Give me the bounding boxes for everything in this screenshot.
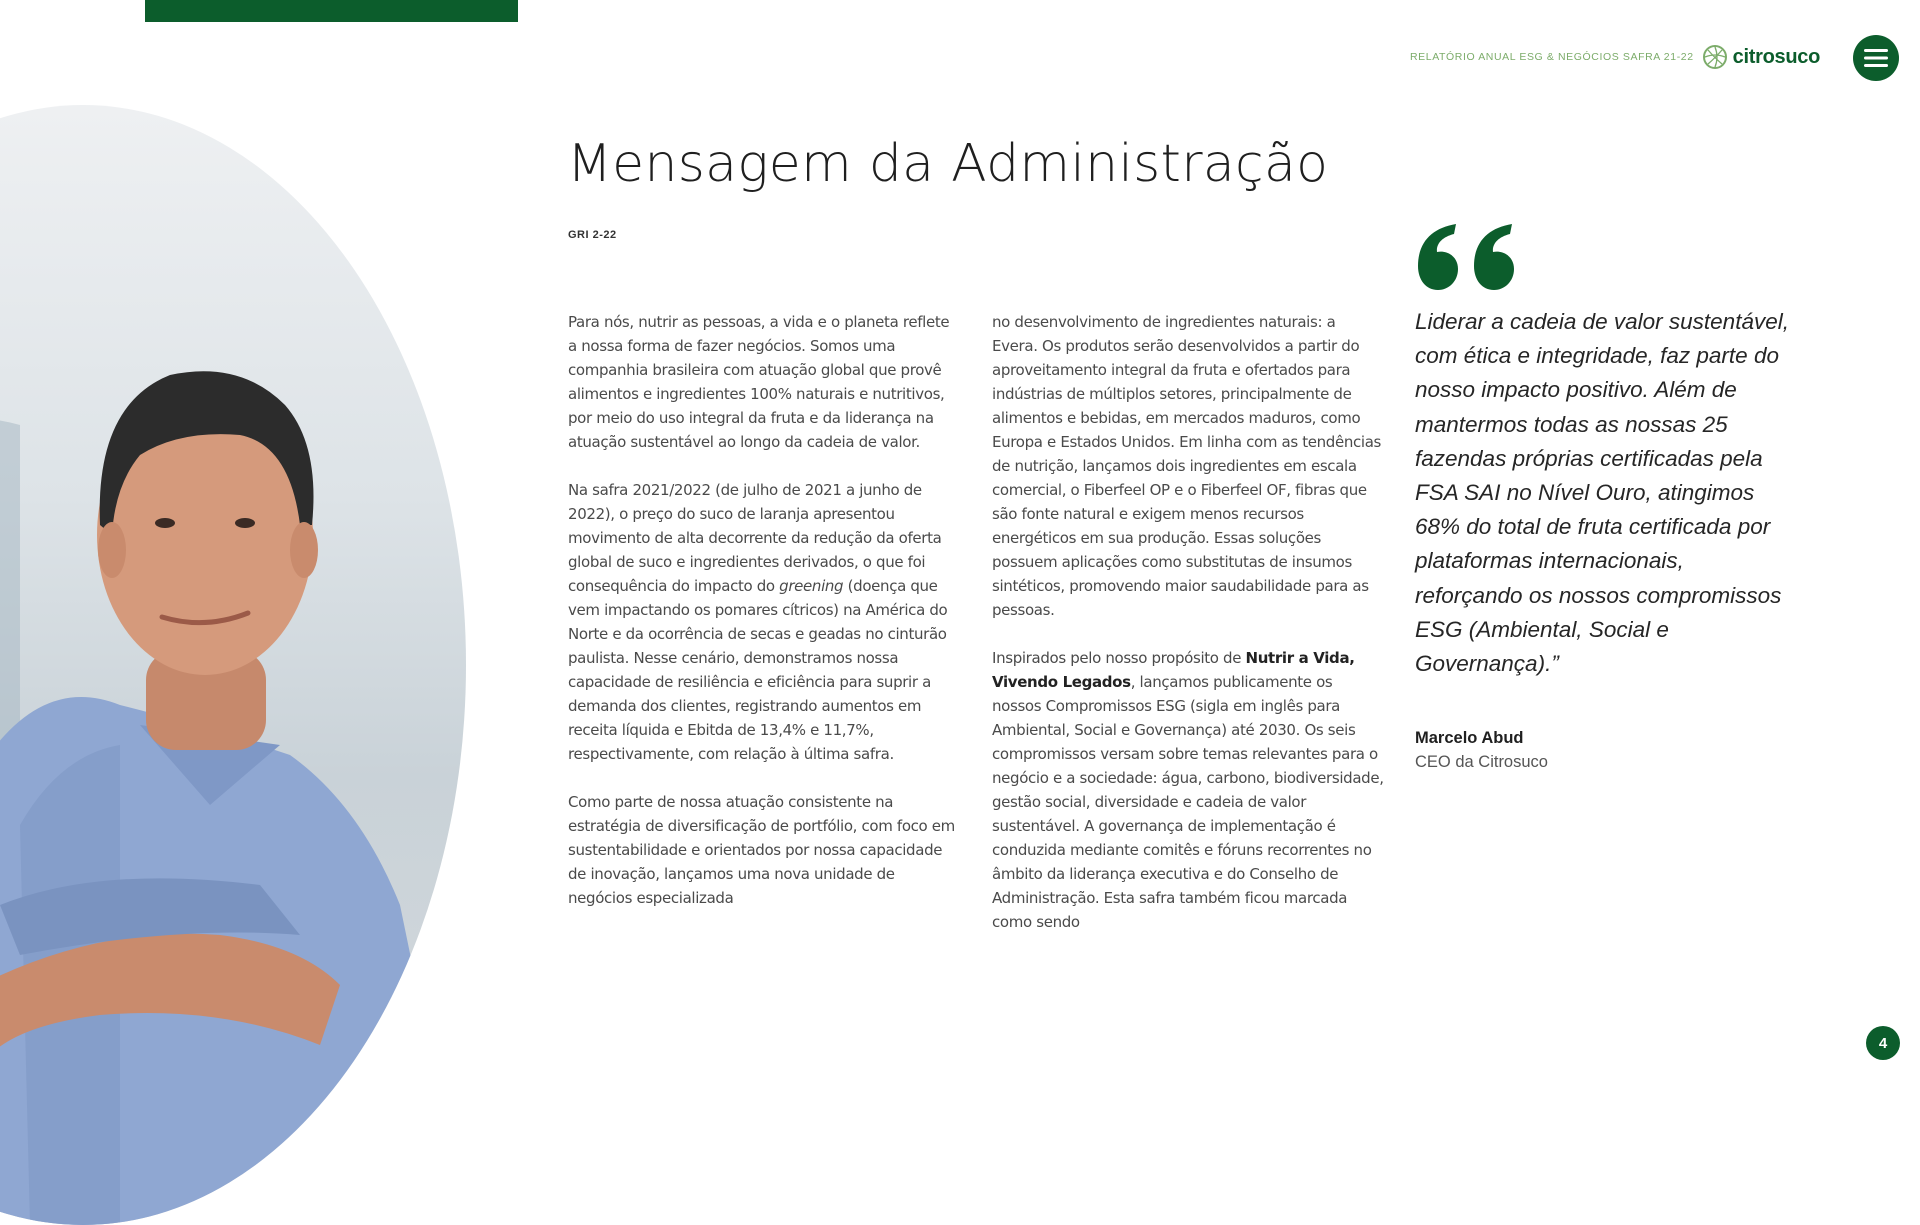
text-column-1 [568,310,960,934]
ceo-quote: Liderar a cadeia de valor sustentável, com ética e integridade, faz parte do nosso impacto positivo. Além de mantermos todas as nossas 25 fazendas próprias certificadas pela FSA SAI no Nível Ouro, atingimos 68% do total de fruta certificada por plataformas internacionais, reforçando os nossos compromissos ESG (Ambiental, Social e Governança).” [1415,309,1789,677]
report-label: RELATÓRIO ANUAL ESG & NEGÓCIOS SAFRA 21-22 [1409,51,1694,63]
paragraph-text: (doença que vem impactando os pomares cítricos) na América do Norte e da ocorrência de secas e geadas no cinturão paulista. Nesse cenário, demonstramos nossa capacidade de resiliência e eficiência para suprir a demanda dos clientes, registrando aumentos em receita líquida e Ebitda de 13,4% e 11,7%, respectivamente, com relação à última safra. [568,577,948,763]
paragraph-text: Inspirados pelo nosso propósito de [992,649,1246,667]
report-header [1410,40,1820,74]
paragraph: Para nós, nutrir as pessoas, a vida e o planeta reflete a nossa forma de fazer negócios. Somos uma companhia brasileira com atuação global que provê alimentos e ingredientes 100% naturais e nutritivos, por meio do uso integral da fruta e da liderança na atuação sustentável ao longo da cadeia de valor. [568,313,950,451]
paragraph: Como parte de nossa atuação consistente na estratégia de diversificação de portfólio, com foco em sustentabilidade e orientados por nossa capacidade de inovação, lançamos uma nova unidade de negócios especializada [568,793,955,907]
page-title: Mensagem da Administração [567,134,1329,194]
top-accent-bar [145,0,518,22]
citrus-leaf-icon [1702,44,1728,70]
page-number-badge: 4 [1866,1026,1900,1060]
text-column-2 [992,310,1384,958]
quote-author-role: CEO da Citrosuco [1415,753,1548,771]
paragraph [992,646,1384,934]
paragraph: no desenvolvimento de ingredientes naturais: a Evera. Os produtos serão desenvolvidos a partir do aproveitamento integral da fruta e ofertados para indústrias de múltiplos setores, principalmente de alimentos e bebidas, em mercados maduros, como Europa e Estados Unidos. Em linha com as tendências de nutrição, lançamos dois ingredientes em escala comercial, o Fiberfeel OP e o Fiberfeel OF, fibras que são fonte natural e exigem menos recursos energéticos em sua produção. Essas soluções possuem aplicações como substitutas de insumos sintéticos, promovendo maior saudabilidade para as pessoas. [992,313,1382,619]
purpose-highlight: Nutrir a Vida, Vivendo Legados [992,649,1355,691]
paragraph-text: Na safra 2021/2022 (de julho de 2021 a junho de 2022), o preço do suco de laranja apresentou movimento de alta decorrente da redução da oferta global de suco e ingredientes derivados, o que foi consequência do impacto do [568,481,942,595]
quotation-mark-icon [1416,224,1520,290]
paragraph-text: , lançamos publicamente os nossos Compromissos ESG (sigla em inglês para Ambiental, Social e Governança) até 2030. Os seis compromissos versam sobre temas relevantes para o negócio e a sociedade: água, carbono, biodiversidade, gestão social, diversidade e cadeia de valor sustentável. A governança de implementação é conduzida mediante comitês e fóruns recorrentes no âmbito da liderança executiva e do Conselho de Administração. Esta safra também ficou marcada como sendo [992,673,1384,931]
quote-author: Marcelo Abud [1415,729,1524,747]
paragraph [568,478,960,766]
emphasis-greening: greening [779,577,844,595]
hamburger-menu-icon [1864,49,1888,67]
ceo-portrait-photo [0,105,466,1225]
brand-name: citrosuco [1732,45,1820,68]
gri-reference: GRI 2-22 [568,229,617,241]
menu-button[interactable] [1853,35,1899,81]
brand-logo[interactable] [1702,44,1820,70]
